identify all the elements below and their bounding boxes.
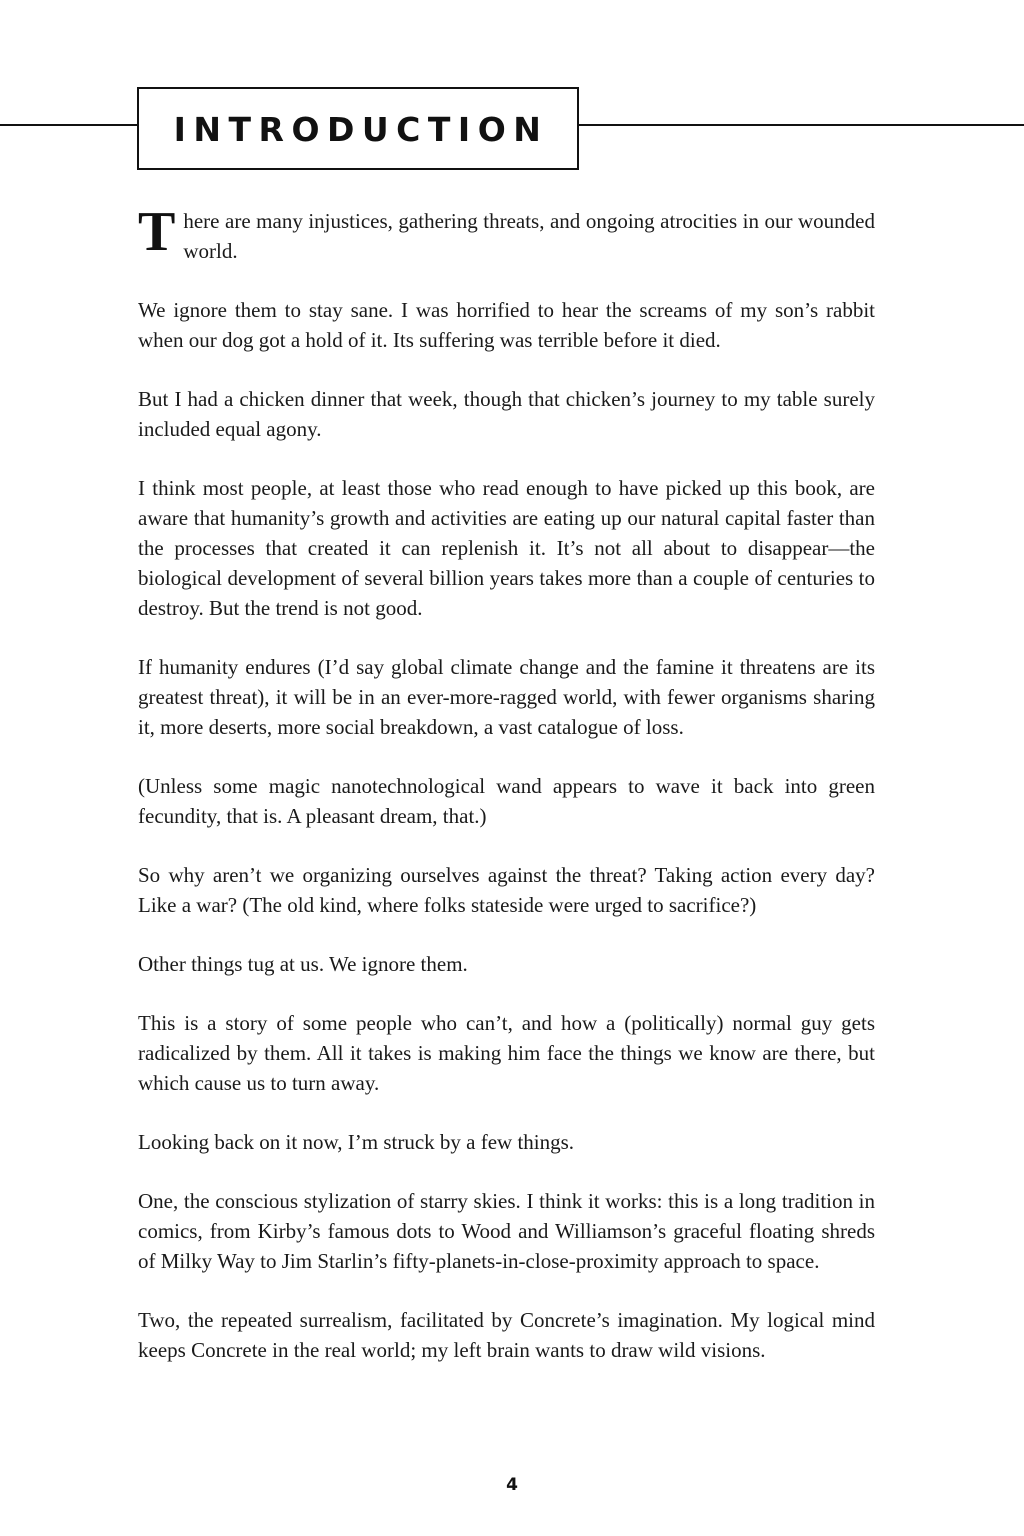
paragraph-1 — [138, 201, 875, 266]
paragraph: One, the conscious stylization of starry skies. I think it works: this is a long tradition in comics, from Kirby’s famous dots to Wood and Williamson’s graceful floating shreds of Milky Way to Jim Starlin’s fifty-planets-in-close-proximity approach to space. — [138, 1189, 875, 1273]
paragraph: So why aren’t we organizing ourselves against the threat? Taking action every day? Like a war? (The old kind, where folks stateside were urged to sacrifice?) — [138, 863, 875, 917]
drop-cap: T — [138, 201, 176, 263]
body-text — [138, 201, 875, 1394]
paragraph: Other things tug at us. We ignore them. — [138, 952, 468, 976]
paragraph: Looking back on it now, I’m struck by a few things. — [138, 1130, 575, 1154]
chapter-title-box — [137, 87, 579, 170]
paragraph: (Unless some magic nanotechnological wand appears to wave it back into green fecundity, that is. A pleasant dream, that.) — [138, 774, 875, 828]
paragraph: But I had a chicken dinner that week, though that chicken’s journey to my table surely included equal agony. — [138, 387, 875, 441]
title-rule-right — [578, 124, 1024, 126]
page-number: 4 — [506, 1475, 518, 1495]
paragraph: I think most people, at least those who read enough to have picked up this book, are aware that humanity’s growth and activities are eating up our natural capital faster than the processes that created it can replenish it. It’s not all about to disappear—the biological development of several billion years takes more than a couple of centuries to destroy. But the trend is not good. — [138, 476, 875, 620]
paragraph: Two, the repeated surrealism, facilitated by Concrete’s imagination. My logical mind keeps Concrete in the real world; my left brain wants to draw wild visions. — [138, 1308, 875, 1362]
paragraph: We ignore them to stay sane. I was horrified to hear the screams of my son’s rabbit when our dog got a hold of it. Its suffering was terrible before it died. — [138, 298, 875, 352]
title-rule-left — [0, 124, 138, 126]
chapter-title: INTRODUCTION — [173, 110, 549, 149]
paragraph: This is a story of some people who can’t, and how a (politically) normal guy gets radicalized by them. All it takes is making him face the things we know are there, but which cause us to turn away. — [138, 1011, 875, 1095]
paragraph-1-text: here are many injustices, gathering threats, and ongoing atrocities in our wounded world. — [183, 209, 875, 263]
paragraph: If humanity endures (I’d say global climate change and the famine it threatens are its greatest threat), it will be in an ever-more-ragged world, with fewer organisms sharing it, more deserts, more social breakdown, a vast catalogue of loss. — [138, 655, 875, 739]
